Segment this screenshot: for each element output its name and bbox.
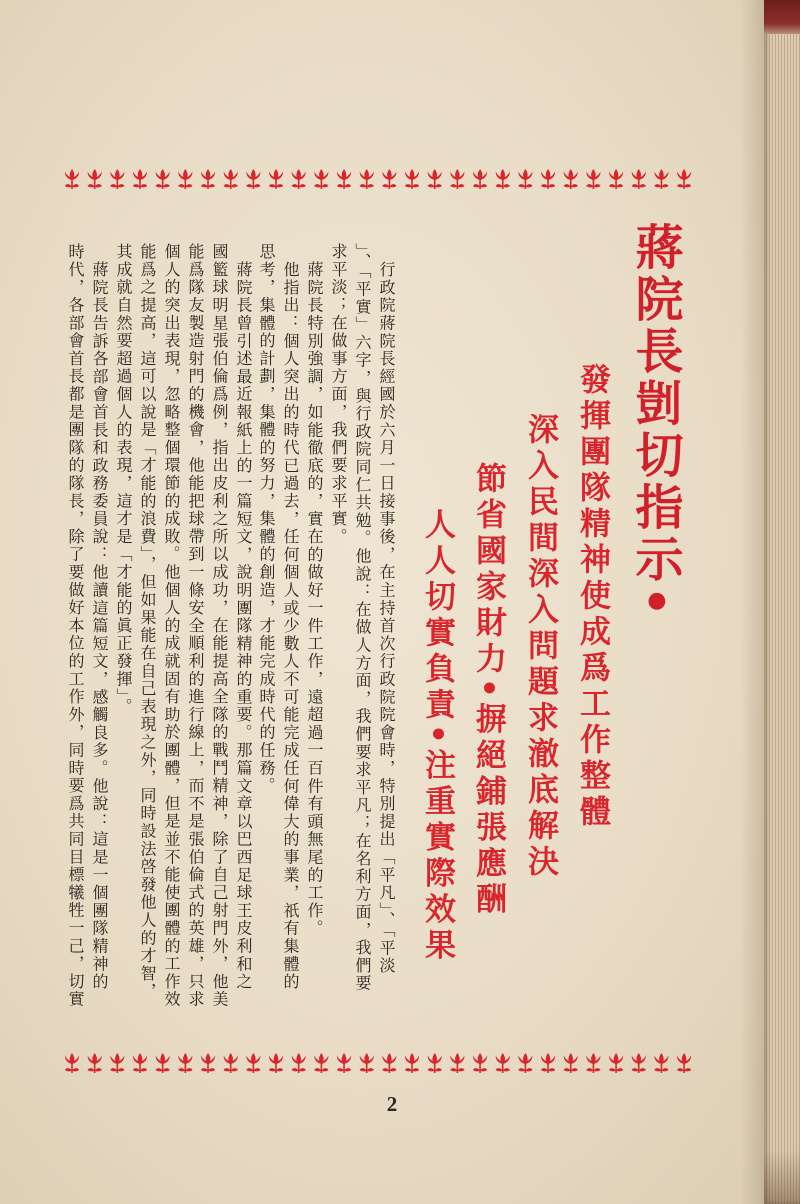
- flower-ornament: [654, 1053, 668, 1073]
- body-column: 能爲之提高，這可以說是「才能的浪費」，但如果能在自己表現之外，同時設法啓發他人的才智，: [138, 243, 157, 1001]
- flower-ornament: [201, 1053, 215, 1073]
- page-gutter-shadow: [740, 0, 764, 1204]
- top-flower-border: [60, 166, 700, 192]
- body-column: 時代，各部會首長都是團隊的隊長，除了要做好本位的工作外，同時要爲共同目標犧牲一己，切實: [66, 243, 85, 1009]
- flower-ornament: [496, 1053, 510, 1073]
- body-column: 蔣院長告訴各部會首長和政務委員說：他讀這篇短文，感觸良多。他說：這是一個團隊精神的: [90, 261, 109, 991]
- flower-ornament: [586, 169, 600, 189]
- flower-ornament: [110, 1053, 124, 1073]
- slogan-4: 人人切實負責•注重實際效果: [419, 508, 455, 965]
- flower-ornament: [609, 169, 623, 189]
- body-column: 蔣院長特別強調，如能徹底的，實在的做好一件工作，遠超過一百件有頭無尾的工作。: [305, 261, 324, 938]
- flower-ornament: [496, 169, 510, 189]
- book-cover-corner: [764, 0, 800, 34]
- flower-ornament: [155, 169, 169, 189]
- body-column: 求平淡；在做事方面，我們要求平實。: [329, 243, 348, 546]
- flower-ornament: [428, 169, 442, 189]
- body-column: 蔣院長曾引述最近報紙上的一篇短文，說明團隊精神的重要。那篇文章以巴西足球王皮利和之: [234, 261, 253, 991]
- flower-ornament: [382, 1053, 396, 1073]
- flower-ornament: [133, 169, 147, 189]
- book-edge-shadow: [764, 1150, 800, 1204]
- flower-ornament: [586, 1053, 600, 1073]
- body-column: 個人的突出表現，忽略整個環節的成敗。他個人的成就固有助於團體，但是並不能使團體的工作效: [162, 243, 181, 1009]
- flower-ornament: [541, 169, 555, 189]
- flower-ornament: [201, 169, 215, 189]
- body-column: 能爲隊友製造射門的機會，他能把球帶到一條安全順利的進行線上，而不是張伯倫式的英雄，只求: [186, 243, 205, 1009]
- flower-ornament: [314, 1053, 328, 1073]
- flower-ornament: [654, 169, 668, 189]
- flower-ornament: [473, 169, 487, 189]
- article-title: 蔣院長剴切指示•: [627, 222, 683, 621]
- flower-ornament: [360, 1053, 374, 1073]
- flower-ornament: [677, 169, 691, 189]
- body-column: 其成就自然要超過個人的表現，這才是「才能的眞正發揮」。: [114, 243, 133, 716]
- flower-ornament: [178, 1053, 192, 1073]
- flower-ornament: [133, 1053, 147, 1073]
- flower-ornament: [450, 1053, 464, 1073]
- page-number: 2: [386, 1092, 398, 1116]
- flower-ornament: [223, 1053, 237, 1073]
- body-column: 思考，集體的計劃，集體的努力，集體的創造，才能完成時代的任務。: [257, 243, 276, 795]
- flower-ornament: [246, 169, 260, 189]
- flower-ornament: [155, 1053, 169, 1073]
- flower-ornament: [246, 1053, 260, 1073]
- book-page-edges: [764, 0, 800, 1204]
- slogan-3: 節省國家財力•摒絕鋪張應酬: [470, 462, 506, 919]
- flower-ornament: [292, 169, 306, 189]
- flower-ornament: [87, 169, 101, 189]
- flower-ornament: [269, 1053, 283, 1073]
- body-column: 國籃球明星張伯倫爲例，指出皮利之所以成功，在能提高全隊的戰鬥精神，除了自己射門外，他美: [210, 243, 229, 1009]
- body-column: 」、「平實」六字，與行政院同仁共勉。他說：在做人方面，我們要求平凡；在名利方面，我們要: [353, 243, 372, 993]
- body-column: 他指出：個人突出的時代已過去，任何個人或少數人不可能完成任何偉大的事業，祇有集體的: [281, 261, 300, 991]
- flower-ornament: [360, 169, 374, 189]
- flower-ornament: [518, 169, 532, 189]
- flower-ornament: [382, 169, 396, 189]
- flower-ornament: [405, 1053, 419, 1073]
- flower-ornament: [178, 169, 192, 189]
- flower-ornament: [564, 169, 578, 189]
- flower-ornament: [450, 169, 464, 189]
- bottom-flower-border: [60, 1050, 700, 1076]
- flower-ornament: [292, 1053, 306, 1073]
- flower-ornament: [564, 1053, 578, 1073]
- flower-ornament: [632, 169, 646, 189]
- flower-ornament: [314, 169, 328, 189]
- flower-ornament: [337, 169, 351, 189]
- flower-ornament: [65, 169, 79, 189]
- slogan-2: 深入民間深入問題求澈底解決: [522, 413, 558, 881]
- flower-ornament: [677, 1053, 691, 1073]
- body-column: 行政院蔣院長經國於六月一日接事後，在主持首次行政院院會時，特別提出「平凡」、「平淡: [377, 261, 396, 975]
- flower-ornament: [269, 169, 283, 189]
- flower-ornament: [609, 1053, 623, 1073]
- flower-ornament: [473, 1053, 487, 1073]
- flower-ornament: [518, 1053, 532, 1073]
- flower-ornament: [337, 1053, 351, 1073]
- flower-ornament: [110, 169, 124, 189]
- flower-ornament: [405, 169, 419, 189]
- flower-ornament: [428, 1053, 442, 1073]
- flower-ornament: [87, 1053, 101, 1073]
- flower-ornament: [541, 1053, 555, 1073]
- slogan-1: 發揮團隊精神使成爲工作整體: [574, 363, 610, 831]
- flower-ornament: [632, 1053, 646, 1073]
- flower-ornament: [65, 1053, 79, 1073]
- flower-ornament: [223, 169, 237, 189]
